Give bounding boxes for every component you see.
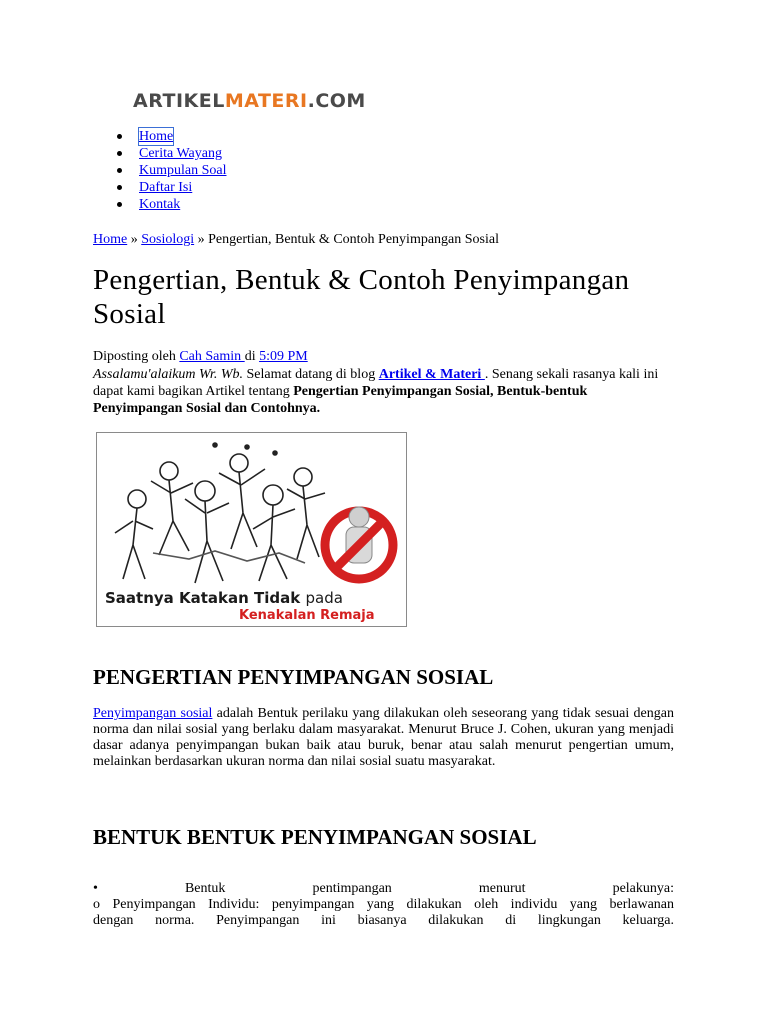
penyimpangan-sosial-link[interactable]: Penyimpangan sosial xyxy=(93,706,213,721)
article-title: Pengertian, Bentuk & Contoh Penyimpangan Sosial xyxy=(93,264,630,330)
banner-line-2: Kenakalan Remaja xyxy=(239,608,375,623)
intro-bold-text: Pengertian Penyimpangan Sosial, Bentuk-bentuk Penyimpangan Sosial dan Contohnya. xyxy=(93,384,588,416)
byline-prefix: Diposting oleh xyxy=(93,349,180,364)
list-word: menurut xyxy=(478,881,526,896)
author-link[interactable]: Cah Samin xyxy=(179,349,245,364)
breadcrumb-separator: » xyxy=(127,232,142,247)
post-time-link[interactable]: 5:09 PM xyxy=(259,349,308,364)
list-word: Bentuk xyxy=(184,881,226,896)
bullet xyxy=(117,185,122,190)
banner-illustration xyxy=(97,433,406,626)
banner-line-1-end: pada xyxy=(305,589,343,607)
logo-text-accent: MATERI xyxy=(224,90,308,112)
section-heading-pengertian: PENGERTIAN PENYIMPANGAN SOSIAL xyxy=(93,665,494,689)
post-byline xyxy=(93,348,308,365)
list-item xyxy=(93,881,674,897)
article-banner-image xyxy=(96,432,407,627)
list-word: pelakunya: xyxy=(612,881,674,896)
intro-paragraph xyxy=(93,366,673,417)
blog-link[interactable]: Artikel & Materi xyxy=(378,367,485,382)
breadcrumb-category[interactable]: Sosiologi xyxy=(141,232,195,247)
bullet xyxy=(117,151,122,156)
definition-paragraph xyxy=(93,706,674,770)
site-logo[interactable] xyxy=(133,88,366,114)
nav-link-kontak[interactable]: Kontak xyxy=(139,197,181,212)
breadcrumb-home[interactable]: Home xyxy=(93,232,128,247)
nav-link-daftar-isi[interactable]: Daftar Isi xyxy=(139,180,193,195)
intro-text: . Senang sekali rasanya kali ini dapat kami bagikan Artikel tentang xyxy=(93,367,659,399)
list-bullet: • xyxy=(93,881,98,896)
nav-link-home[interactable]: Home xyxy=(139,129,174,144)
greeting-text: Assalamu'alaikum Wr. Wb. xyxy=(93,367,243,382)
bullet xyxy=(117,202,122,207)
list-subitem-continued: dengan norma. Penyimpangan ini biasanya dilakukan di lingkungan keluarga. xyxy=(93,913,674,928)
list-word: pentimpangan xyxy=(312,881,392,896)
logo-text: ARTIKEL xyxy=(133,90,225,112)
nav-link-cerita-wayang[interactable]: Cerita Wayang xyxy=(139,146,222,161)
breadcrumb-current: Pengertian, Bentuk & Contoh Penyimpangan Sosial xyxy=(208,232,499,247)
bullet xyxy=(117,168,122,173)
definition-text: adalah Bentuk perilaku yang dilakukan oleh seseorang yang tidak sesuai dengan norma dan nilai sosial yang berlaku dalam masyarakat. Menurut Bruce J. Cohen, ukuran yang menjadi dasar adanya penyimpangan bukan baik atau buruk, benar atau salah menurut pengertian umum, melainkan berdasarkan ukuran norma dan nilai sosial suatu masyarakat. xyxy=(93,706,674,769)
no-sign-icon xyxy=(325,507,393,579)
svg-text:Saatnya Katakan Tidak pada xyxy=(105,589,343,607)
section-heading-bentuk: BENTUK BENTUK PENYIMPANGAN SOSIAL xyxy=(93,825,537,849)
nav-link-kumpulan-soal[interactable]: Kumpulan Soal xyxy=(139,163,227,178)
bullet xyxy=(117,134,122,139)
intro-text: Selamat datang di blog xyxy=(243,367,379,382)
bentuk-list xyxy=(93,881,674,929)
byline-mid: di xyxy=(244,349,260,364)
breadcrumb xyxy=(93,231,499,249)
banner-line-1: Saatnya Katakan Tidak xyxy=(105,589,306,607)
list-subitem: o Penyimpangan Individu: penyimpangan yang dilakukan oleh individu yang berlawanan xyxy=(93,897,674,912)
logo-text-domain: .COM xyxy=(307,90,366,112)
breadcrumb-separator: » xyxy=(194,232,209,247)
